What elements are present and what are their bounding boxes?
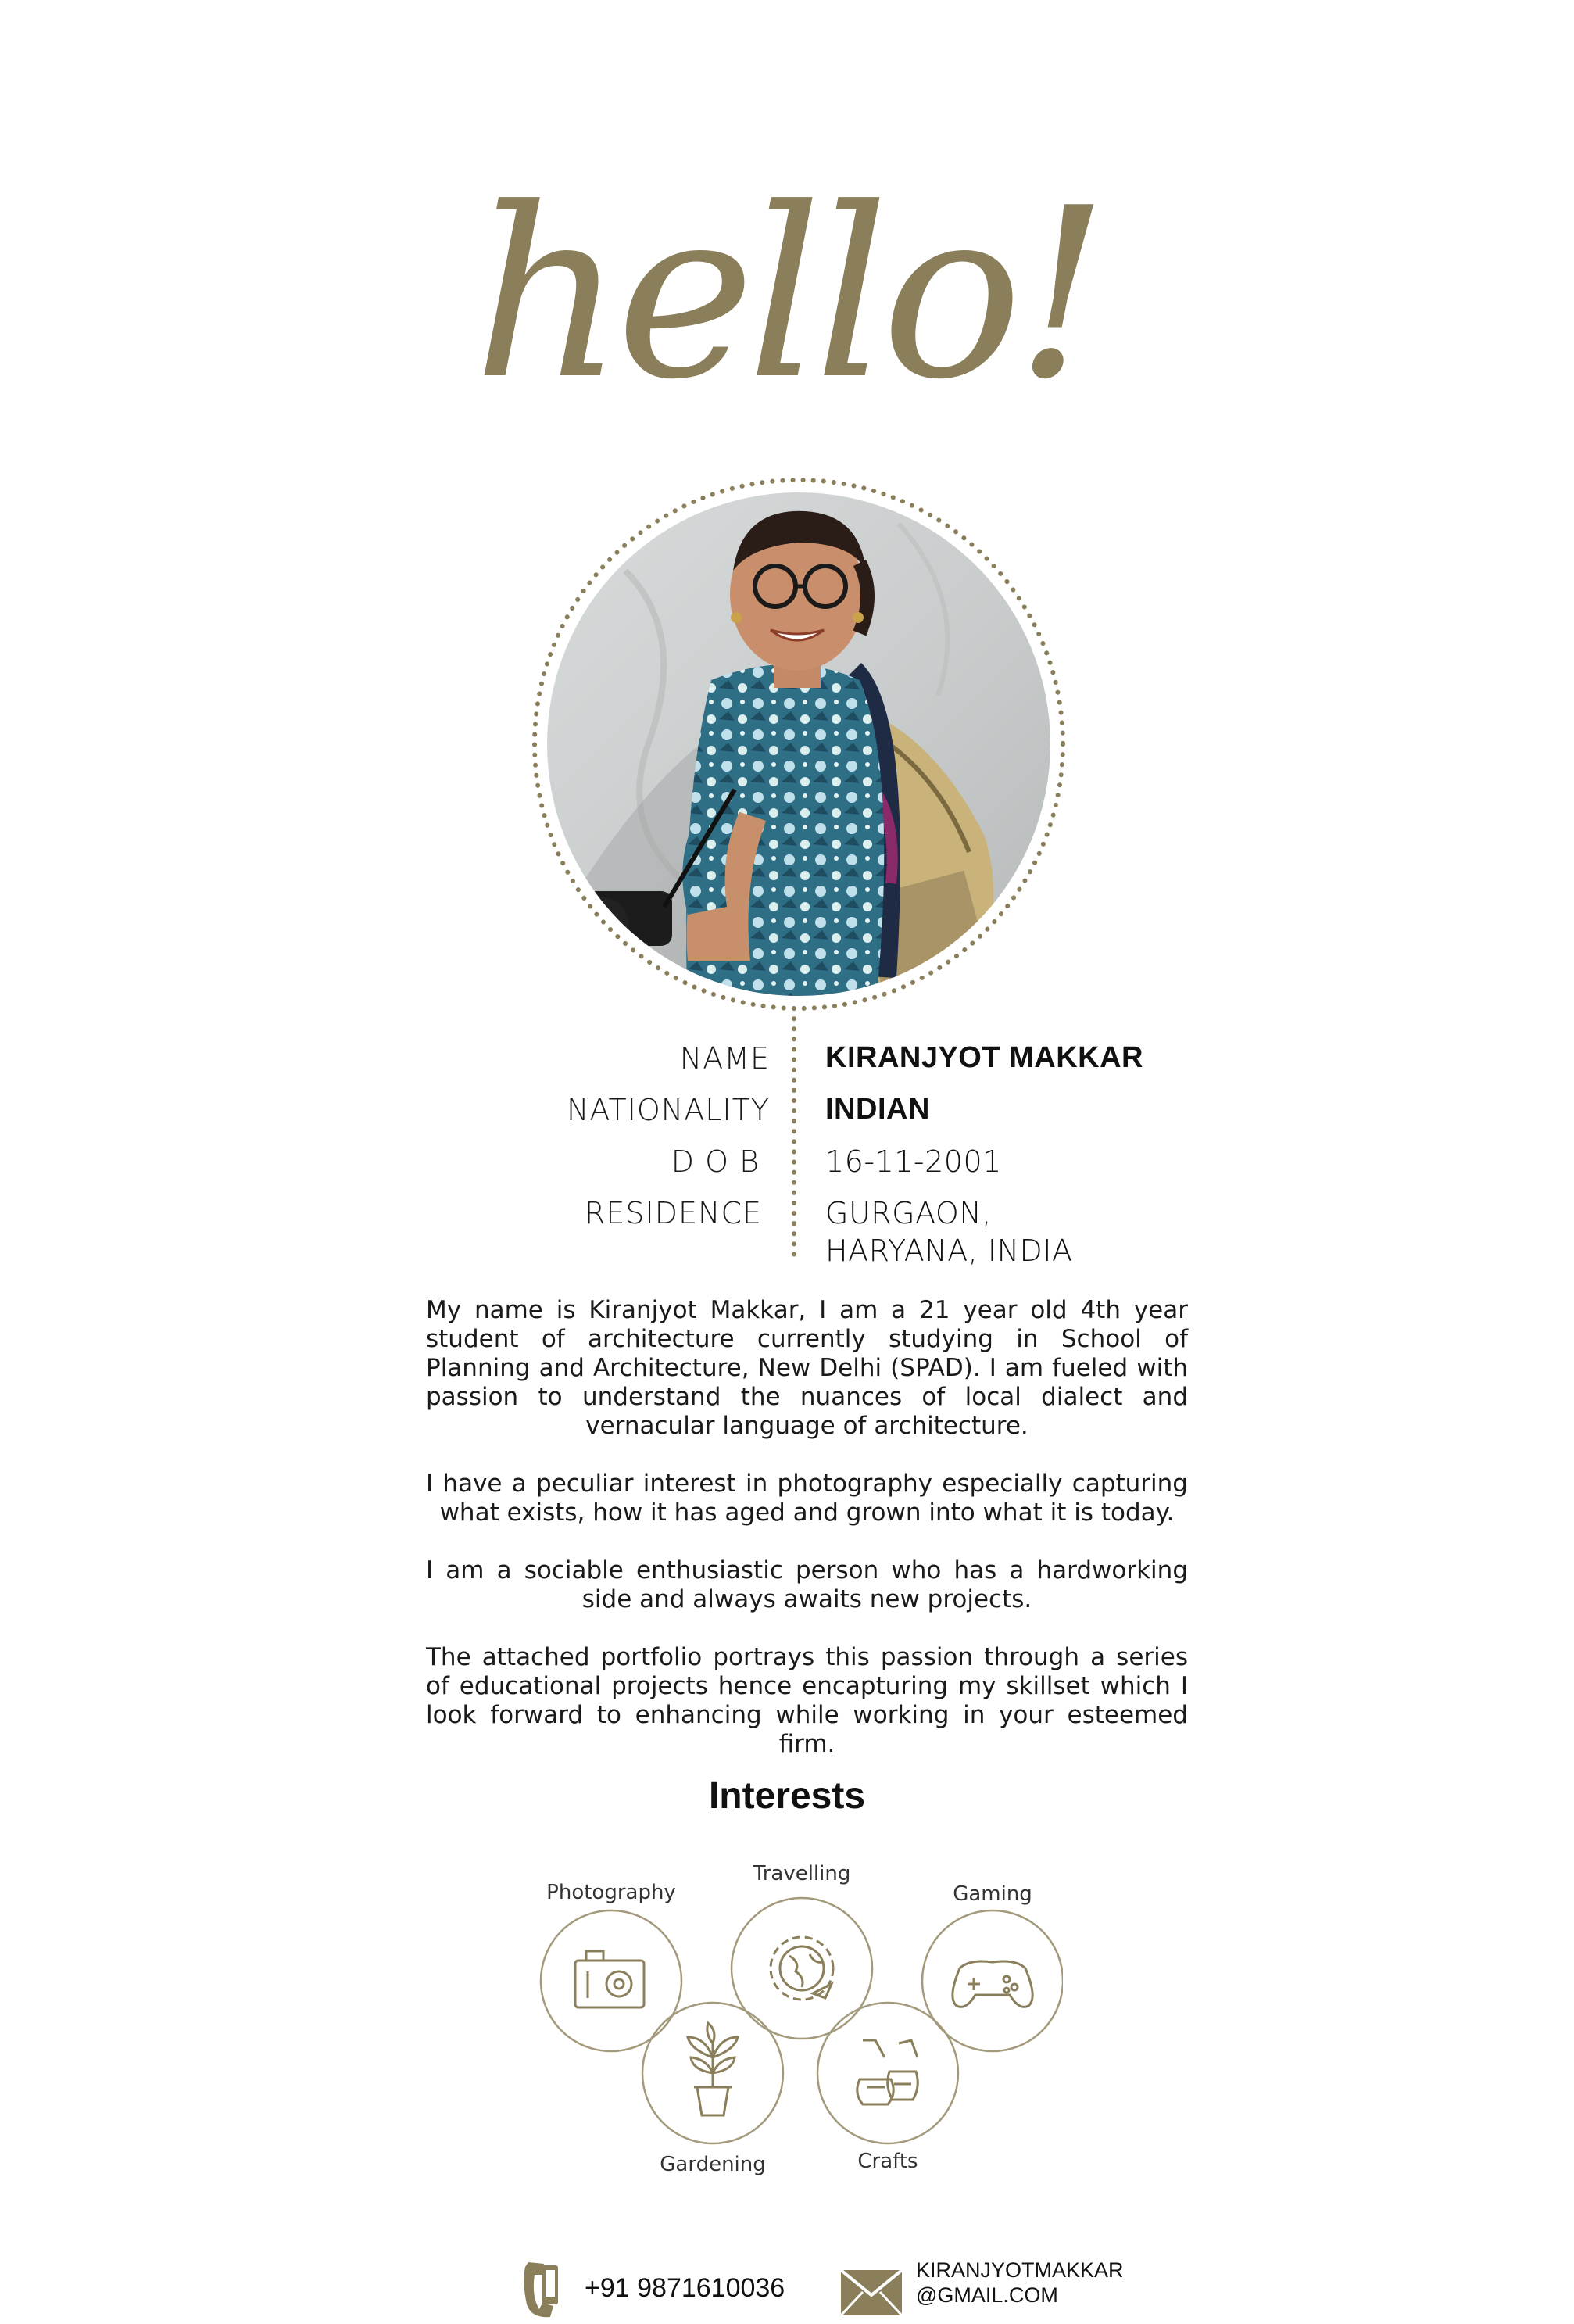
name-value: KIRANJYOT MAKKAR <box>825 1041 1143 1074</box>
residence-value-line1: GURGAON, <box>825 1196 992 1230</box>
gamepad-icon <box>953 1961 1032 2007</box>
bio-paragraph: I am a sociable enthusiastic person who has a hardworking side and always awaits new projects. <box>426 1556 1188 1613</box>
email-line1: KIRANJYOTMAKKAR <box>916 2258 1124 2282</box>
nationality-label: NATIONALITY <box>566 1093 770 1127</box>
email-line2: @GMAIL.COM <box>916 2283 1058 2307</box>
camera-icon <box>575 1951 644 2007</box>
email-address[interactable] <box>916 2258 1124 2308</box>
profile-photo <box>531 477 1066 1012</box>
bio-paragraph: I have a peculiar interest in photography especially capturing what exists, how it has aged and grown into what it is today. <box>426 1470 1188 1527</box>
mail-icon <box>839 2268 903 2317</box>
interests-title: Interests <box>708 1775 866 1817</box>
dob-value: 16-11-2001 <box>825 1144 1002 1179</box>
interest-label-travelling: Travelling <box>753 1862 851 1885</box>
hello-heading-text: hello! <box>473 164 1101 422</box>
phone-icon <box>519 2259 563 2322</box>
residence-label: RESIDENCE <box>585 1196 762 1230</box>
residence-value-line2: HARYANA, INDIA <box>825 1234 1073 1268</box>
dob-label: D O B <box>671 1144 760 1179</box>
bio-block <box>426 1296 1188 1788</box>
plant-icon <box>688 2023 738 2115</box>
interests-graphic <box>531 1853 1063 2181</box>
bio-paragraph: My name is Kiranjyot Makkar, I am a 21 year old 4th year student of architecture currently studying in School of Planning and Architecture, New Delhi (SPAD). I am fueled with passion to understand the nuances of local dialect and vernacular language of architecture. <box>426 1296 1188 1440</box>
pottery-icon <box>857 2040 918 2104</box>
interest-label-gardening: Gardening <box>660 2153 766 2176</box>
interest-label-gaming: Gaming <box>953 1882 1032 1906</box>
phone-number[interactable]: +91 9871610036 <box>585 2273 785 2303</box>
name-label: NAME <box>679 1041 770 1076</box>
hello-heading <box>0 164 1574 422</box>
bio-paragraph: The attached portfolio portrays this passion through a series of educational projects hence encapturing my skillset which I look forward to enhancing while working in your esteemed firm. <box>426 1643 1188 1758</box>
globe-icon <box>771 1937 833 2000</box>
interest-label-crafts: Crafts <box>857 2150 918 2173</box>
nationality-value: INDIAN <box>825 1093 930 1126</box>
info-divider <box>789 1008 799 1259</box>
interest-label-photography: Photography <box>546 1881 676 1904</box>
